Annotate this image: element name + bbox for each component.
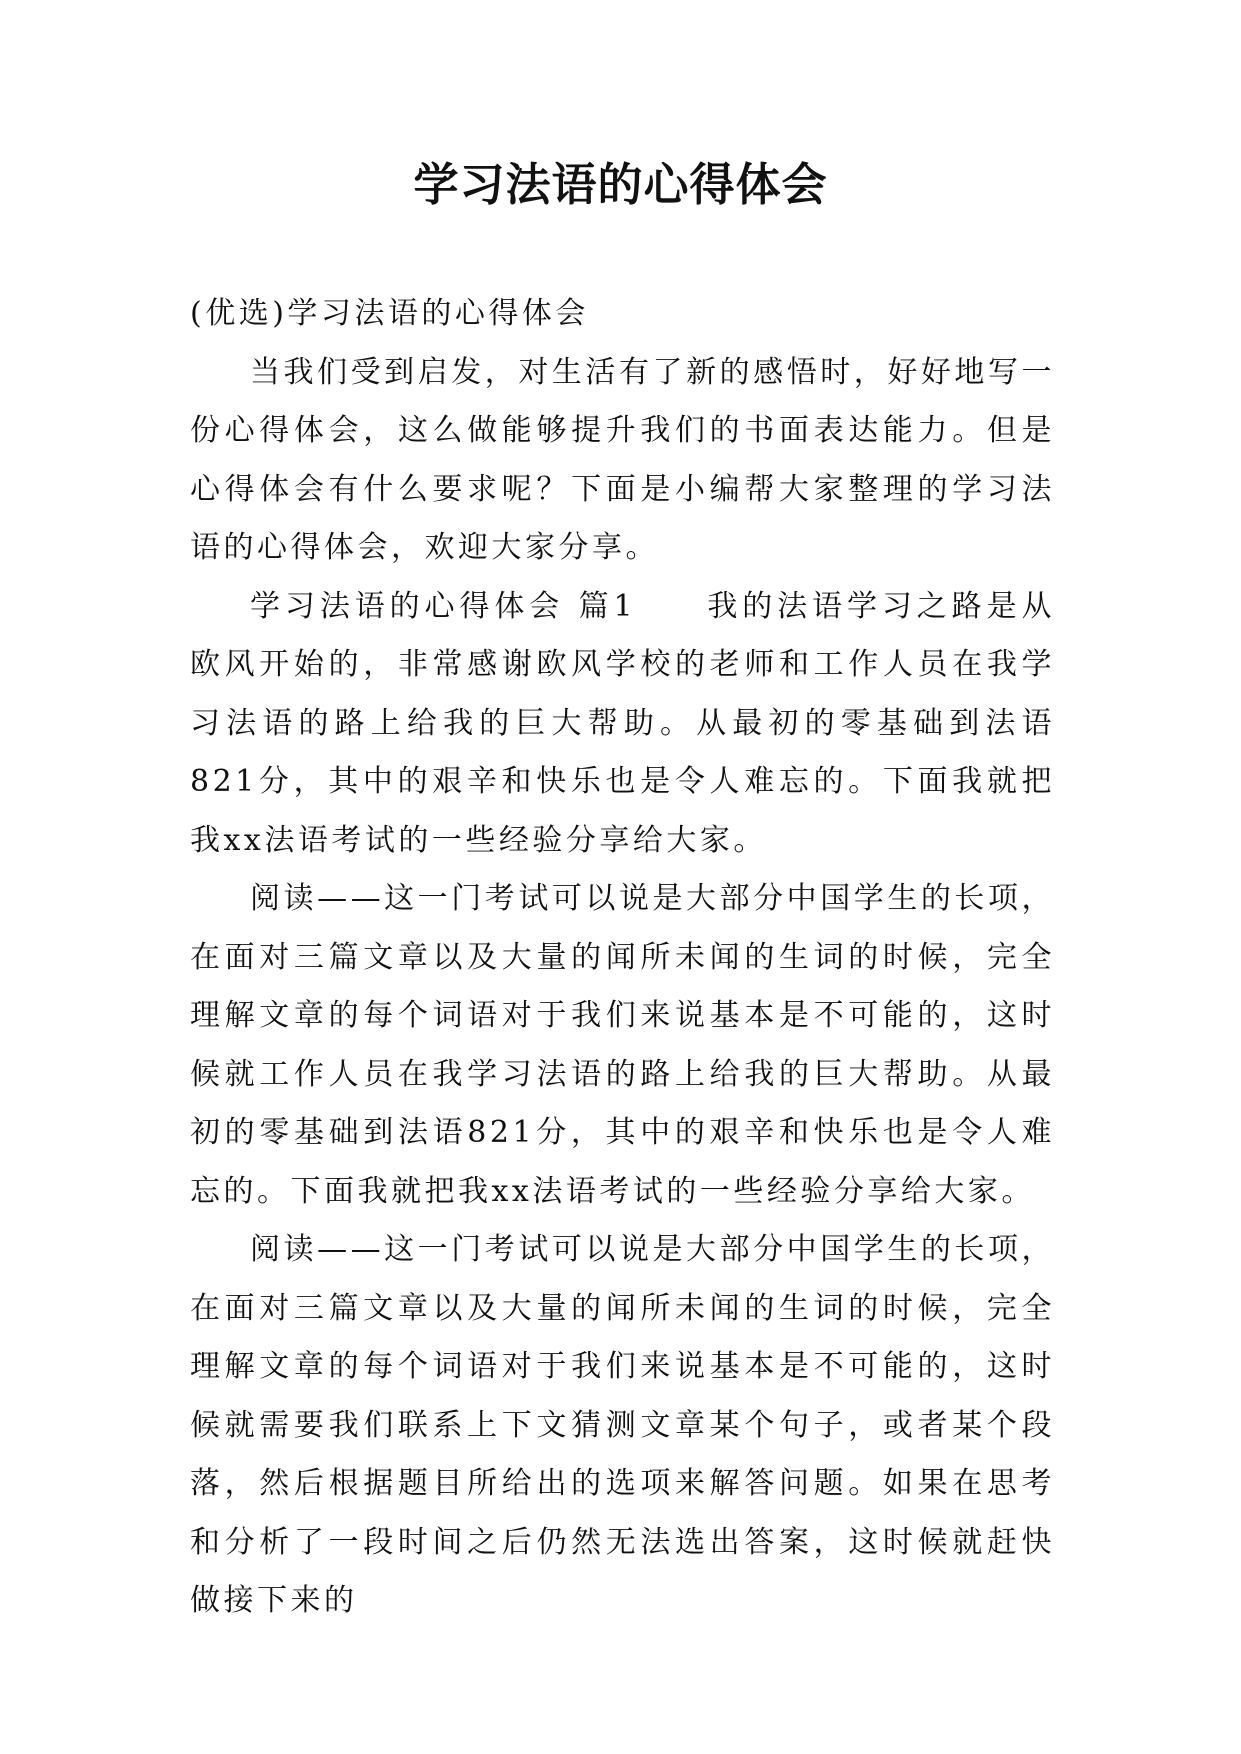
- document-subtitle: (优选)学习法语的心得体会: [190, 296, 589, 331]
- paragraph-reading-1: 阅读——这一门考试可以说是大部分中国学生的长项，在面对三篇文章以及大量的闻所未闻的生词的时候，完全理解文章的每个词语对于我们来说基本是不可能的，这时候就工作人员在我学习法语的路上给我的巨大帮助。从最初的零基础到法语821分，其中的艰辛和快乐也是令人难忘的。下面我就把我xx法语考试的一些经验分享给大家。: [190, 881, 1055, 1209]
- paragraph-reading-2: 阅读——这一门考试可以说是大部分中国学生的长项，在面对三篇文章以及大量的闻所未闻的生词的时候，完全理解文章的每个词语对于我们来说基本是不可能的，这时候就需要我们联系上下文猜测文章某个句子，或者某个段落，然后根据题目所给出的选项来解答问题。如果在思考和分析了一段时间之后仍然无法选出答案，这时候就赶快做接下来的: [190, 1232, 1055, 1618]
- document-body: [190, 285, 1055, 1631]
- document-title: 学习法语的心得体会: [413, 158, 828, 211]
- paragraph-intro: 当我们受到启发，对生活有了新的感悟时，好好地写一份心得体会，这么做能够提升我们的书面表达能力。但是心得体会有什么要求呢？下面是小编帮大家整理的学习法语的心得体会，欢迎大家分享。: [190, 354, 1055, 565]
- paragraph-section-1: 学习法语的心得体会 篇1 我的法语学习之路是从欧风开始的，非常感谢欧风学校的老师和工作人员在我学习法语的路上给我的巨大帮助。从最初的零基础到法语821分，其中的艰辛和快乐也是令人难忘的。下面我就把我xx法语考试的一些经验分享给大家。: [190, 588, 1055, 858]
